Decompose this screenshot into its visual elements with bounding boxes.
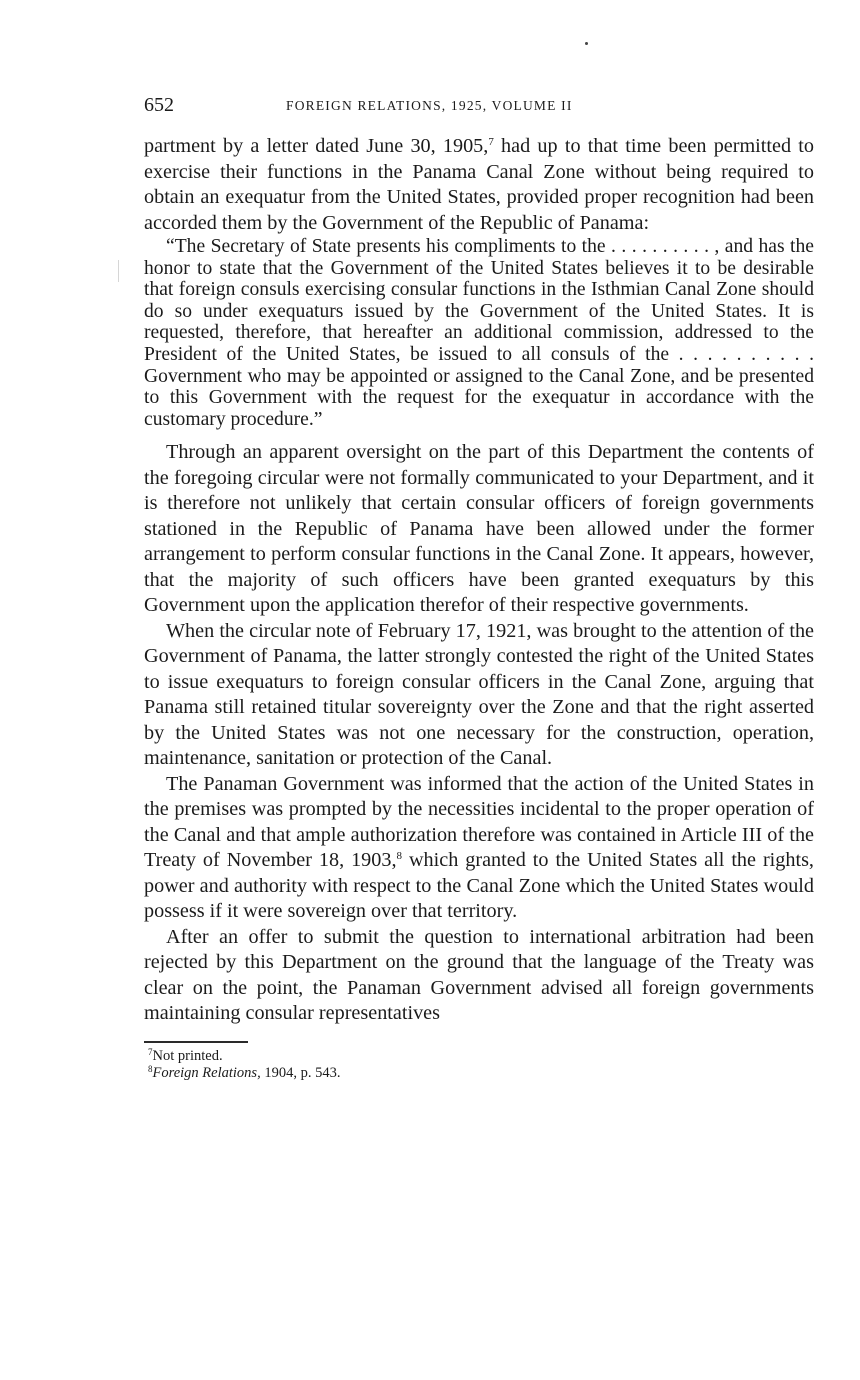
paragraph-text: which granted to the United States all the rights, power and authority with respect to the Canal Zone which the United States would possess if it were sovereign over that territory.	[144, 849, 814, 923]
paragraph-text: The Panaman Government was informed that the action of the United States in the premises was prompted by the necessities incidental to the proper operation of the Canal and that ample authorization therefore was contained in Article III of the Treaty of November 18, 1903,	[144, 772, 814, 872]
footnote	[144, 1048, 814, 1066]
footnote-rule	[144, 1041, 248, 1043]
footnote-marker: 7	[148, 1046, 153, 1057]
circular-quotation: “The Secretary of State presents his compliments to the . . . . . . . . . . , and has the honor to state that the Government of the United States believes it to be desirable that foreign consuls exercising consular functions in the Isthmian Canal Zone should do so under exequaturs issued by the Government of the United States. It is requested, therefore, that hereafter an additional commission, addressed to the President of the United States, be issued to all consuls of the . . . . . . . . . . Government who may be appointed or assigned to the Canal Zone, and be presented to this Government with the request for the exequatur in accordance with the customary procedure.”	[144, 236, 814, 430]
paragraph-text: partment by a letter dated June 30, 1905,	[144, 135, 489, 157]
footnote-text: 1904, p. 543.	[260, 1065, 341, 1082]
paragraph-text: had up to that time been permitted to exercise their functions in the Panama Canal Zone without being required to obtain an exequatur from the United States, provided proper recognition had been accorded them by the Government of the Republic of Panama:	[144, 135, 814, 234]
footnote-reference: 7	[488, 136, 494, 148]
footnote-reference: 8	[396, 850, 403, 863]
footnote	[144, 1065, 814, 1083]
binding-mark	[118, 260, 119, 282]
paragraph: After an offer to submit the question to international arbitration had been rejected by this Department on the ground that the language of the Treaty was clear on the point, the Panaman Government advised all foreign governments maintaining consular representatives	[144, 925, 814, 1025]
body-text	[144, 134, 814, 1027]
stray-ink-mark	[585, 42, 588, 45]
footnote-marker: 8	[148, 1064, 153, 1075]
footnote-text: Not printed.	[152, 1047, 223, 1064]
running-head: FOREIGN RELATIONS, 1925, VOLUME II	[286, 98, 573, 113]
paragraph-continued	[144, 134, 814, 236]
paragraph: When the circular note of February 17, 1921, was brought to the attention of the Government of Panama, the latter strongly contested the right of the United States to issue exequaturs to foreign consular officers in the Canal Zone, arguing that Panama still retained titular sovereignty over the Zone and that the right asserted by the United States was not one necessary for the construction, operation, maintenance, sanitation or protection of the Canal.	[144, 619, 814, 770]
document-page	[144, 92, 814, 1083]
footnotes	[144, 1048, 814, 1083]
paragraph: Through an apparent oversight on the part of this Department the contents of the foregoing circular were not formally communicated to your Department, and it is therefore not unlikely that certain consular officers of foreign governments stationed in the Republic of Panama have been allowed under the former arrangement to perform consular functions in the Canal Zone. It appears, however, that the majority of such officers have been granted exequaturs by this Government upon the application therefor of their respective governments.	[144, 441, 814, 617]
paragraph	[144, 772, 814, 925]
footnote-citation-title: Foreign Relations,	[152, 1065, 261, 1082]
page-header	[144, 92, 814, 122]
page-number: 652	[144, 94, 174, 116]
